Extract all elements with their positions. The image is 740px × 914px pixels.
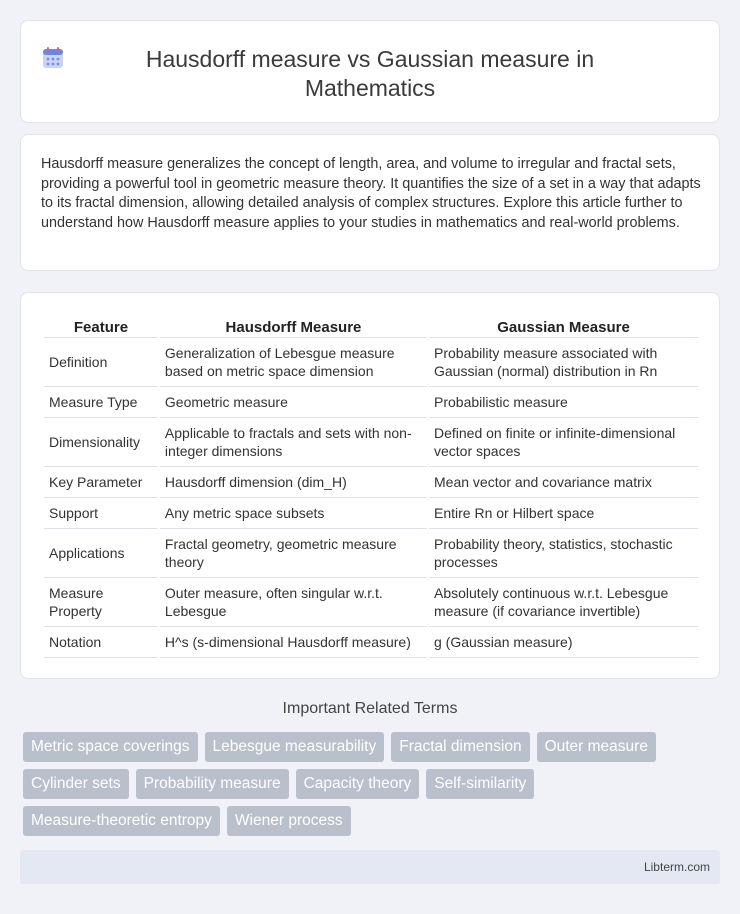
header-hausdorff: Hausdorff Measure xyxy=(160,316,427,338)
table-row xyxy=(44,578,698,627)
row-hausdorff: Hausdorff dimension (dim_H) xyxy=(160,467,427,498)
row-gaussian: Defined on finite or infinite-dimensional vector spaces xyxy=(429,418,698,467)
related-term-tag[interactable]: Measure-theoretic entropy xyxy=(23,806,220,836)
row-feature: Key Parameter xyxy=(44,467,158,498)
row-hausdorff: Applicable to fractals and sets with non-integer dimensions xyxy=(160,418,427,467)
row-gaussian: Probabilistic measure xyxy=(429,387,698,418)
title-card xyxy=(20,20,720,123)
page-title-text: Hausdorff measure vs Gaussian measure in Mathematics xyxy=(145,46,595,101)
header-feature: Feature xyxy=(44,316,158,338)
row-hausdorff: Generalization of Lebesgue measure based on metric space dimension xyxy=(160,338,427,387)
row-hausdorff: H^s (s-dimensional Hausdorff measure) xyxy=(160,627,427,658)
row-feature: Dimensionality xyxy=(44,418,158,467)
calendar-icon xyxy=(40,45,66,71)
footer xyxy=(20,850,720,884)
related-term-tag[interactable]: Metric space coverings xyxy=(23,732,198,762)
comparison-card xyxy=(20,292,720,679)
intro-card xyxy=(20,134,720,271)
footer-brand-link[interactable]: Libterm.com xyxy=(643,860,710,874)
table-row xyxy=(44,467,698,498)
related-term-tag[interactable]: Capacity theory xyxy=(296,769,420,799)
related-terms-list xyxy=(23,732,723,843)
table-row xyxy=(44,529,698,578)
comparison-table xyxy=(42,316,700,658)
related-term-tag[interactable]: Wiener process xyxy=(227,806,351,836)
row-feature: Measure Property xyxy=(44,578,158,627)
row-hausdorff: Any metric space subsets xyxy=(160,498,427,529)
related-term-tag[interactable]: Outer measure xyxy=(537,732,656,762)
row-feature: Measure Type xyxy=(44,387,158,418)
row-feature: Notation xyxy=(44,627,158,658)
table-row xyxy=(44,338,698,387)
row-feature: Applications xyxy=(44,529,158,578)
table-header-row xyxy=(44,316,698,338)
related-term-tag[interactable]: Fractal dimension xyxy=(391,732,529,762)
page-title xyxy=(90,45,650,103)
related-term-tag[interactable]: Probability measure xyxy=(136,769,289,799)
table-row xyxy=(44,627,698,658)
related-terms-heading: Important Related Terms xyxy=(282,700,458,717)
row-hausdorff: Geometric measure xyxy=(160,387,427,418)
header-gaussian: Gaussian Measure xyxy=(429,316,698,338)
row-feature: Definition xyxy=(44,338,158,387)
row-hausdorff: Fractal geometry, geometric measure theory xyxy=(160,529,427,578)
related-term-tag[interactable]: Cylinder sets xyxy=(23,769,129,799)
row-gaussian: Entire Rn or Hilbert space xyxy=(429,498,698,529)
row-hausdorff: Outer measure, often singular w.r.t. Lebesgue xyxy=(160,578,427,627)
related-term-tag[interactable]: Lebesgue measurability xyxy=(205,732,385,762)
table-row xyxy=(44,418,698,467)
row-gaussian: Probability theory, statistics, stochastic processes xyxy=(429,529,698,578)
related-term-tag[interactable]: Self-similarity xyxy=(426,769,534,799)
row-gaussian: g (Gaussian measure) xyxy=(429,627,698,658)
table-row xyxy=(44,498,698,529)
row-gaussian: Absolutely continuous w.r.t. Lebesgue measure (if covariance invertible) xyxy=(429,578,698,627)
intro-paragraph: Hausdorff measure generalizes the concept of length, area, and volume to irregular and fractal sets, providing a powerful tool in geometric measure theory. It quantifies the size of a set in a way that adapts to its fractal dimension, allowing detailed analysis of complex structures. Explore this article further to understand how Hausdorff measure applies to your studies in mathematics and real-world problems. xyxy=(41,156,701,231)
table-row xyxy=(44,387,698,418)
row-gaussian: Mean vector and covariance matrix xyxy=(429,467,698,498)
row-gaussian: Probability measure associated with Gaussian (normal) distribution in Rn xyxy=(429,338,698,387)
row-feature: Support xyxy=(44,498,158,529)
